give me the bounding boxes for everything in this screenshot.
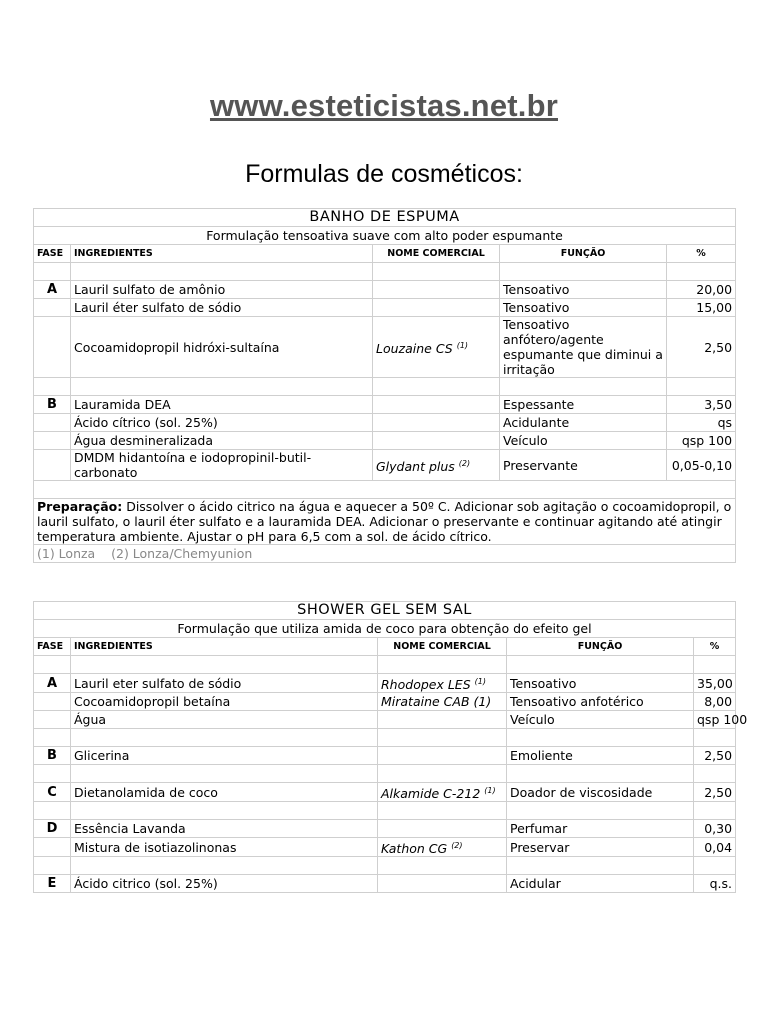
fase-cell: B xyxy=(34,396,71,414)
function-cell: Perfumar xyxy=(507,820,694,838)
trade-name-cell xyxy=(373,432,500,450)
column-header-fase: FASE xyxy=(34,638,71,656)
table-row xyxy=(34,450,736,481)
trade-name-cell: Mirataine CAB (1) xyxy=(378,693,507,711)
trade-name-cell xyxy=(378,711,507,729)
ingredient-cell: Dietanolamida de coco xyxy=(71,783,378,802)
spacer-row xyxy=(34,481,736,499)
trade-name-cell xyxy=(373,396,500,414)
table-row xyxy=(34,820,736,838)
percent-cell: 3,50 xyxy=(667,396,736,414)
function-cell: Doador de viscosidade xyxy=(507,783,694,802)
footnote-ref: (2) xyxy=(458,458,471,468)
trade-name-cell xyxy=(373,317,500,378)
banho-de-espuma-table xyxy=(33,208,736,563)
trade-name-cell xyxy=(378,783,507,802)
table-row xyxy=(34,875,736,893)
fase-cell: B xyxy=(34,747,71,765)
footnote-row xyxy=(34,545,736,563)
table-row xyxy=(34,674,736,693)
spacer-row xyxy=(34,765,736,783)
function-cell: Preservante xyxy=(500,450,667,481)
footnote-cell: (1) Lonza (2) Lonza/Chemyunion xyxy=(34,545,736,563)
trade-name-cell xyxy=(373,450,500,481)
trade-name: Rhodopex LES xyxy=(381,677,471,693)
percent-cell: 20,00 xyxy=(667,281,736,299)
function-cell: Acidular xyxy=(507,875,694,893)
site-url-link[interactable]: www.esteticistas.net.br xyxy=(209,88,558,123)
ingredient-cell: Glicerina xyxy=(71,747,378,765)
footnote-ref: (2) xyxy=(451,841,463,851)
fase-cell xyxy=(34,838,71,857)
fase-cell xyxy=(34,414,71,432)
table-row xyxy=(34,281,736,299)
trade-name-cell xyxy=(378,875,507,893)
percent-cell: 2,50 xyxy=(667,317,736,378)
ingredient-cell: Mistura de isotiazolinonas xyxy=(71,838,378,857)
function-cell: Preservar xyxy=(507,838,694,857)
table-row xyxy=(34,693,736,711)
fase-cell xyxy=(34,450,71,481)
table-subtitle: Formulação que utiliza amida de coco para obtenção do efeito gel xyxy=(34,620,736,638)
ingredient-cell: Essência Lavanda xyxy=(71,820,378,838)
column-header-funcao: FUNÇÃO xyxy=(507,638,694,656)
table-row xyxy=(34,432,736,450)
table-title: BANHO DE ESPUMA xyxy=(34,209,736,227)
table-title: SHOWER GEL SEM SAL xyxy=(34,602,736,620)
table-row xyxy=(34,317,736,378)
table-row xyxy=(34,299,736,317)
function-cell: Espessante xyxy=(500,396,667,414)
preparation-row xyxy=(34,499,736,545)
spacer-row xyxy=(34,263,736,281)
function-cell: Emoliente xyxy=(507,747,694,765)
fase-cell: C xyxy=(34,783,71,802)
column-header-ingredientes: INGREDIENTES xyxy=(71,245,373,263)
percent-cell: qs xyxy=(667,414,736,432)
column-header-funcao: FUNÇÃO xyxy=(500,245,667,263)
fase-cell xyxy=(34,693,71,711)
fase-cell xyxy=(34,711,71,729)
function-cell: Veículo xyxy=(500,432,667,450)
footnote-ref: (1) xyxy=(456,340,469,350)
preparation-label: Preparação: xyxy=(37,499,123,514)
percent-cell: 2,50 xyxy=(694,747,736,765)
spacer-row xyxy=(34,729,736,747)
column-header-fase: FASE xyxy=(34,245,71,263)
function-cell: Acidulante xyxy=(500,414,667,432)
fase-cell: D xyxy=(34,820,71,838)
column-header-nome-comercial: NOME COMERCIAL xyxy=(378,638,507,656)
ingredient-cell: Ácido cítrico (sol. 25%) xyxy=(71,414,373,432)
function-cell: Tensoativo anfotérico xyxy=(507,693,694,711)
function-cell: Tensoativo xyxy=(507,674,694,693)
spacer-row xyxy=(34,857,736,875)
table-row xyxy=(34,396,736,414)
table-row xyxy=(34,838,736,857)
trade-name-cell xyxy=(378,820,507,838)
percent-cell: qsp 100 xyxy=(694,711,736,729)
ingredient-cell: Cocoamidopropil betaína xyxy=(71,693,378,711)
table-row xyxy=(34,783,736,802)
trade-name: Kathon CG xyxy=(381,841,448,857)
table-row xyxy=(34,711,736,729)
column-header-percent: % xyxy=(667,245,736,263)
trade-name-cell xyxy=(373,299,500,317)
spacer-row xyxy=(34,656,736,674)
percent-cell: 2,50 xyxy=(694,783,736,802)
fase-cell xyxy=(34,317,71,378)
column-header-percent: % xyxy=(694,638,736,656)
function-cell: Tensoativo anfótero/agente espumante que diminui a irritação xyxy=(500,317,667,378)
footnote-ref: (1) xyxy=(474,677,486,686)
ingredient-cell: Água desmineralizada xyxy=(71,432,373,450)
column-header-nome-comercial: NOME COMERCIAL xyxy=(373,245,500,263)
percent-cell: 0,05-0,10 xyxy=(667,450,736,481)
fase-cell xyxy=(34,299,71,317)
page-title: Formulas de cosméticos: xyxy=(245,160,523,188)
ingredient-cell: Lauramida DEA xyxy=(71,396,373,414)
spacer-row xyxy=(34,378,736,396)
preparation-text: Dissolver o ácido citrico na água e aquecer a 50º C. Adicionar sob agitação o cocoamidopropil, o lauril sulfato, o lauril éter sulfato e a lauramida DEA. Adicionar o preservante e continuar agitando até atingir temperatura ambiente. Ajustar o pH para 6,5 com a sol. de ácido cítrico. xyxy=(37,499,732,544)
shower-gel-table xyxy=(33,601,748,893)
trade-name-cell xyxy=(378,747,507,765)
ingredient-cell: Lauril sulfato de amônio xyxy=(71,281,373,299)
percent-cell: 0,04 xyxy=(694,838,736,857)
trade-name: Alkamide C-212 xyxy=(381,786,481,802)
trade-name-cell xyxy=(373,414,500,432)
percent-cell: 15,00 xyxy=(667,299,736,317)
percent-cell: 8,00 xyxy=(694,693,736,711)
percent-cell: qsp 100 xyxy=(667,432,736,450)
percent-cell: 0,30 xyxy=(694,820,736,838)
table-subtitle: Formulação tensoativa suave com alto poder espumante xyxy=(34,227,736,245)
table-row xyxy=(34,414,736,432)
ingredient-cell: Cocoamidopropil hidróxi-sultaína xyxy=(71,317,373,378)
table-header-row xyxy=(34,638,736,656)
fase-cell: A xyxy=(34,281,71,299)
fase-cell xyxy=(34,432,71,450)
trade-name-cell xyxy=(373,281,500,299)
function-cell: Veículo xyxy=(507,711,694,729)
percent-cell: q.s. xyxy=(694,875,736,893)
function-cell: Tensoativo xyxy=(500,281,667,299)
ingredient-cell: Água xyxy=(71,711,378,729)
fase-cell: E xyxy=(34,875,71,893)
footnote-ref: (1) xyxy=(484,786,496,796)
ingredient-cell: Ácido citrico (sol. 25%) xyxy=(71,875,378,893)
ingredient-cell: Lauril éter sulfato de sódio xyxy=(71,299,373,317)
preparation-cell xyxy=(34,499,736,545)
ingredient-cell: DMDM hidantoína e iodopropinil-butil-carbonato xyxy=(71,450,373,481)
column-header-ingredientes: INGREDIENTES xyxy=(71,638,378,656)
percent-cell: 35,00 xyxy=(694,674,736,693)
trade-name-cell xyxy=(378,838,507,857)
trade-name-cell xyxy=(378,674,507,693)
ingredient-cell: Lauril eter sulfato de sódio xyxy=(71,674,378,693)
spacer-row xyxy=(34,802,736,820)
function-cell: Tensoativo xyxy=(500,299,667,317)
fase-cell: A xyxy=(34,674,71,693)
table-row xyxy=(34,747,736,765)
table-header-row xyxy=(34,245,736,263)
trade-name: Louzaine CS xyxy=(376,341,453,357)
trade-name: Glydant plus xyxy=(376,459,455,475)
